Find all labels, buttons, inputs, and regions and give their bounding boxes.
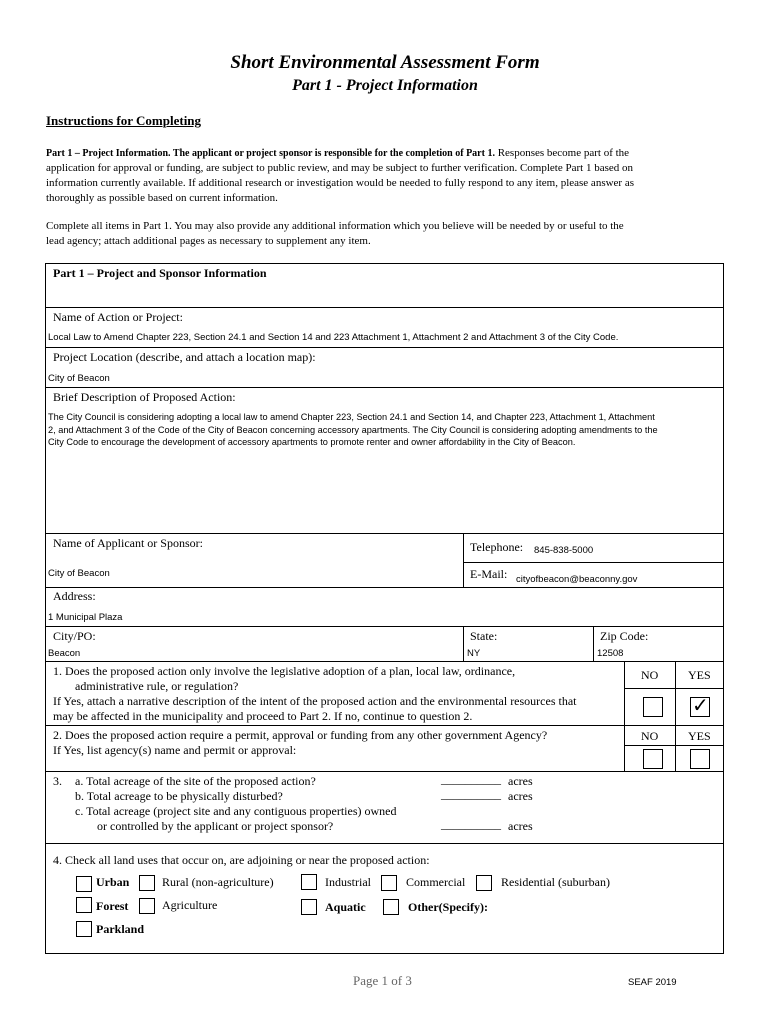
description-line1: The City Council is considering adopting a local law to amend Chapter 223, Section 24.1 and Section 14, and Chapter 223, Attachment 1, Attachment xyxy=(48,412,655,422)
q2-line2: If Yes, list agency(s) name and permit or approval: xyxy=(53,743,297,757)
q3b-text: b. Total acreage to be physically disturbed? xyxy=(75,789,283,803)
address-field[interactable]: 1 Municipal Plaza xyxy=(48,612,123,623)
rural-checkbox[interactable] xyxy=(139,875,155,891)
urban-checkbox[interactable] xyxy=(76,876,92,892)
q3c-acres-unit: acres xyxy=(508,819,533,833)
industrial-label: Industrial xyxy=(325,875,371,889)
telephone-label: Telephone: xyxy=(470,540,524,554)
q1-line1: 1. Does the proposed action only involve the legislative adoption of a plan, local law, ordinance, xyxy=(53,664,516,678)
q3c-line1: c. Total acreage (project site and any contiguous properties) owned xyxy=(75,804,397,818)
instructions-line4: thoroughly as possible based on current information. xyxy=(46,192,278,204)
description-label: Brief Description of Proposed Action: xyxy=(53,390,236,404)
city-label: City/PO: xyxy=(53,629,96,643)
q1-line2: administrative rule, or regulation? xyxy=(75,679,239,693)
description-line2: 2, and Attachment 3 of the Code of the City of Beacon concerning accessory apartments. The City Council is considering adopting amendments to the xyxy=(48,424,658,435)
address-label: Address: xyxy=(53,589,96,603)
zip-field[interactable]: 12508 xyxy=(597,648,624,659)
telephone-field[interactable]: 845-838-5000 xyxy=(534,545,594,556)
state-field[interactable]: NY xyxy=(467,648,481,659)
action-name-label: Name of Action or Project: xyxy=(53,310,183,324)
applicant-label: Name of Applicant or Sponsor: xyxy=(53,536,203,550)
description-line3: City Code to encourage the development of accessory apartments to promote renter and owner affordability in the City of Beacon. xyxy=(48,437,576,447)
q4-text: 4. Check all land uses that occur on, are adjoining or near the proposed action: xyxy=(53,853,430,867)
form-id: SEAF 2019 xyxy=(628,977,677,988)
other-checkbox[interactable] xyxy=(383,899,399,915)
rural-label: Rural (non-agriculture) xyxy=(162,875,274,889)
form-subtitle: Part 1 - Project Information xyxy=(292,77,478,94)
instructions-line1-rest: Responses become part of the xyxy=(497,147,630,159)
commercial-label: Commercial xyxy=(406,875,466,889)
q1-line3: If Yes, attach a narrative description of the intent of the proposed action and the environmental resources that xyxy=(53,694,577,708)
agriculture-checkbox[interactable] xyxy=(139,898,155,914)
form-frame xyxy=(45,263,724,954)
industrial-checkbox[interactable] xyxy=(301,874,317,890)
instructions-line2: application for approval or funding, are subject to public review, and may be subject to further verification. Complete Part 1 based on xyxy=(46,162,633,174)
q1-no-label: NO xyxy=(641,668,659,682)
commercial-checkbox[interactable] xyxy=(381,875,397,891)
q3a-text: a. Total acreage of the site of the proposed action? xyxy=(75,774,316,788)
q3a-acres-unit: acres xyxy=(508,774,533,788)
page-number: Page 1 of 3 xyxy=(353,973,412,988)
location-label: Project Location (describe, and attach a location map): xyxy=(53,350,316,364)
zip-label: Zip Code: xyxy=(600,629,649,643)
residential-checkbox[interactable] xyxy=(476,875,492,891)
instructions-bold-lead: Part 1 – Project Information. The applicant or project sponsor is responsible for the completion of Part 1. xyxy=(46,148,495,159)
aquatic-checkbox[interactable] xyxy=(301,899,317,915)
q3c-acres-field[interactable]: __________ xyxy=(441,817,501,831)
residential-label: Residential (suburban) xyxy=(501,875,610,889)
q2-no-label: NO xyxy=(641,729,659,743)
q1-no-checkbox[interactable] xyxy=(643,697,663,717)
instructions-paragraph-1 xyxy=(46,146,736,161)
q3b-acres-unit: acres xyxy=(508,789,533,803)
q2-yes-checkbox[interactable] xyxy=(690,749,710,769)
instructions-heading: Instructions for Completing xyxy=(46,113,202,128)
parkland-checkbox[interactable] xyxy=(76,921,92,937)
q1-line4: may be affected in the municipality and proceed to Part 2. If no, continue to question 2. xyxy=(53,709,473,723)
q3b-acres-field[interactable]: __________ xyxy=(441,787,501,801)
q1-yes-checkbox[interactable] xyxy=(690,693,710,717)
q2-yes-label: YES xyxy=(688,729,711,743)
forest-checkbox[interactable] xyxy=(76,897,92,913)
q1-yes-label: YES xyxy=(688,668,711,682)
forest-label: Forest xyxy=(96,899,129,913)
q2-no-checkbox[interactable] xyxy=(643,749,663,769)
q3c-line2: or controlled by the applicant or project sponsor? xyxy=(97,819,334,833)
q3a-acres-field[interactable]: __________ xyxy=(441,772,501,786)
q2-line1: 2. Does the proposed action require a permit, approval or funding from any other government Agency? xyxy=(53,728,548,742)
location-field[interactable]: City of Beacon xyxy=(48,373,110,384)
other-label: Other(Specify): xyxy=(408,900,488,914)
aquatic-label: Aquatic xyxy=(325,900,366,914)
q3-number: 3. xyxy=(53,774,62,788)
section-title: Part 1 – Project and Sponsor Information xyxy=(53,266,267,280)
city-field[interactable]: Beacon xyxy=(48,648,81,659)
state-label: State: xyxy=(470,629,498,643)
agriculture-label: Agriculture xyxy=(162,898,218,912)
applicant-field[interactable]: City of Beacon xyxy=(48,568,110,579)
instructions-line3: information currently available. If additional research or investigation would be needed to fully respond to any item, please answer as xyxy=(46,177,635,189)
email-label: E-Mail: xyxy=(470,567,508,581)
form-title: Short Environmental Assessment Form xyxy=(230,52,540,73)
urban-label: Urban xyxy=(96,875,130,889)
checkmark-icon: ✓ xyxy=(692,693,709,717)
email-field[interactable]: cityofbeacon@beaconny.gov xyxy=(516,574,638,585)
action-name-field[interactable]: Local Law to Amend Chapter 223, Section 24.1 and Section 14 and 223 Attachment 1, Attachment 2 and Attachment 3 of the City Code. xyxy=(48,332,619,343)
instructions-p2-line1: Complete all items in Part 1. You may also provide any additional information which you believe will be needed by or useful to the xyxy=(46,220,624,232)
instructions-p2-line2: lead agency; attach additional pages as necessary to supplement any item. xyxy=(46,235,371,247)
description-field[interactable] xyxy=(48,411,720,449)
parkland-label: Parkland xyxy=(96,922,145,936)
